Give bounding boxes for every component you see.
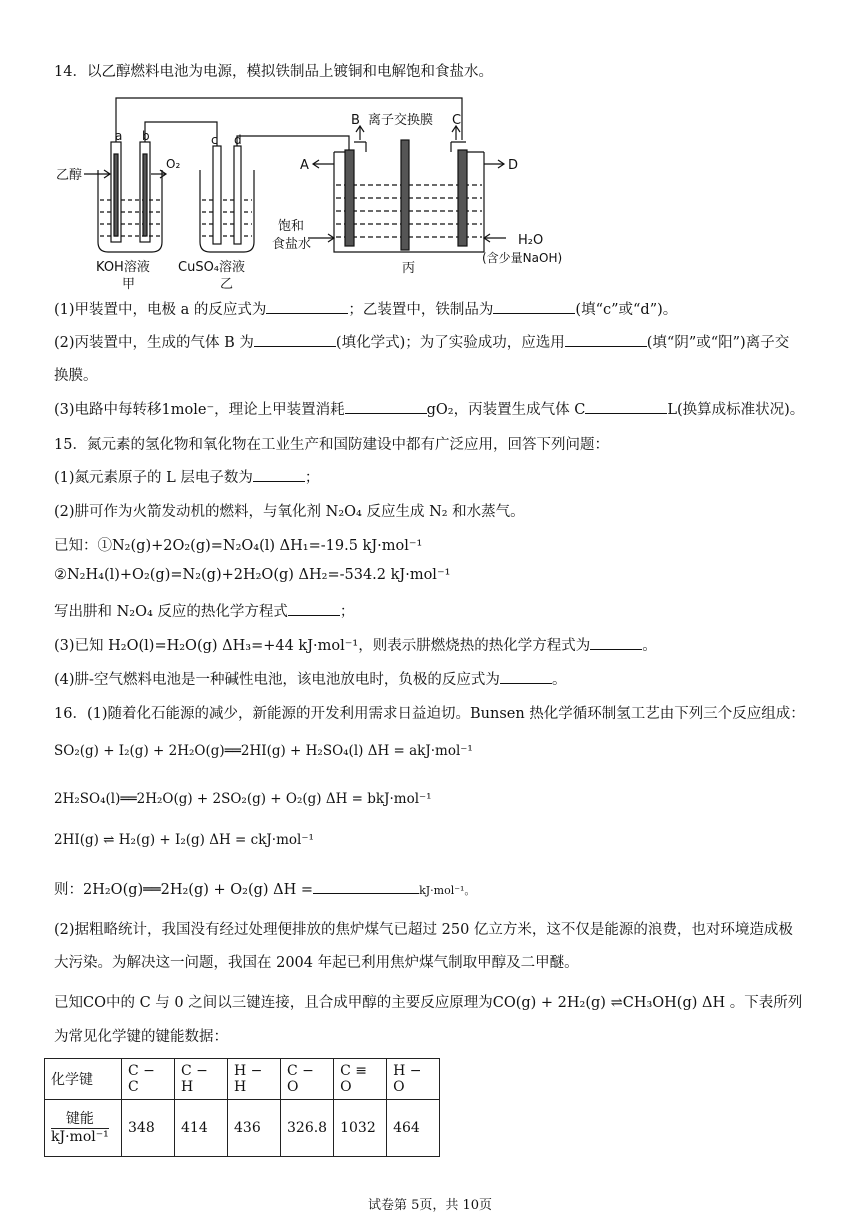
label-o2: O₂ xyxy=(166,157,181,171)
label-d: d xyxy=(234,133,242,147)
table-cell: 1032 xyxy=(334,1100,387,1157)
table-header-cell: C − O xyxy=(281,1059,334,1100)
label-naoh: (含少量NaOH) xyxy=(482,251,563,265)
answer-blank[interactable] xyxy=(500,669,552,685)
q14-part2-cont: 换膜。 xyxy=(54,368,98,384)
label-b: b xyxy=(142,129,150,143)
label-bing: 丙 xyxy=(402,261,416,276)
label-nacl-1: 饱和 xyxy=(278,219,305,234)
q15-part3: (3)已知 H₂O(l)=H₂O(g) ΔH₃=+44 kJ·mol⁻¹，则表示肼燃烧热的热化学方程式为 。 xyxy=(54,634,657,655)
answer-blank[interactable] xyxy=(585,399,667,415)
table-row-label: $\frac{\text{键能}}{\text{kJ·mol⁻¹}}$ xyxy=(45,1100,122,1157)
label-koh: KOH溶液 xyxy=(96,260,150,275)
q14-part2: (2)丙装置中，生成的气体 B 为 (填化学式)；为了实验成功，应选用 (填“阴”或“阳”)离子交 xyxy=(54,331,789,352)
answer-blank[interactable] xyxy=(590,635,642,651)
table-header-label: 化学键 xyxy=(45,1059,122,1100)
label-C: C xyxy=(452,113,462,128)
wire-d-bing xyxy=(237,136,349,150)
q15-part4: (4)肼-空气燃料电池是一种碱性电池，该电池放电时，负极的反应式为 。 xyxy=(54,668,566,689)
label-membrane: 离子交换膜 xyxy=(368,113,434,128)
label-B: B xyxy=(351,113,360,128)
label-yi: 乙 xyxy=(220,277,234,292)
page-footer: 试卷第 5页，共 10页 xyxy=(367,1198,493,1213)
q15-known-2: ②N₂H₄(l)+O₂(g)=N₂(g)+2H₂O(g) ΔH₂=-534.2 kJ·mol⁻¹ xyxy=(54,567,451,583)
electrolysis-diagram xyxy=(54,92,574,292)
table-cell: 326.8 xyxy=(281,1100,334,1157)
table-header-cell: C − C xyxy=(122,1059,175,1100)
q15-known-1: 已知：①N₂(g)+2O₂(g)=N₂O₄(l) ΔH₁=-19.5 kJ·mol⁻¹ xyxy=(54,538,423,554)
answer-blank[interactable] xyxy=(288,601,340,617)
label-h2o: H₂O xyxy=(518,233,544,248)
answer-blank[interactable] xyxy=(565,332,647,348)
q14-part3: (3)电路中每转移1mole⁻，理论上甲装置消耗 gO₂，丙装置生成气体 C L(换算成标准状况)。 xyxy=(54,398,804,419)
answer-blank[interactable] xyxy=(493,299,575,315)
table-header-cell: H − H xyxy=(228,1059,281,1100)
q16-equation-1: SO₂(g) + I₂(g) + 2H₂O(g)══2HI(g) + H₂SO₄(l) ΔH = akJ·mol⁻¹ xyxy=(54,743,473,759)
q16-then: 则：2H₂O(g)══2H₂(g) + O₂(g) ΔH = kJ·mol⁻¹。 xyxy=(54,878,475,899)
label-D: D xyxy=(508,158,519,173)
answer-blank[interactable] xyxy=(253,467,305,483)
q15-part1: (1)氮元素原子的 L 层电子数为 ； xyxy=(54,466,319,487)
answer-blank[interactable] xyxy=(266,299,348,315)
table-cell: 464 xyxy=(387,1100,440,1157)
table-header-cell: C − H xyxy=(175,1059,228,1100)
q14-stem: 14．以乙醇燃料电池为电源，模拟铁制品上镀铜和电解饱和食盐水。 xyxy=(54,64,493,80)
bond-energy-table xyxy=(44,1058,440,1157)
q16-stem: 16．(1)随着化石能源的减少，新能源的开发利用需求日益迫切。Bunsen 热化学循环制氢工艺由下列三个反应组成： xyxy=(54,706,805,722)
beaker-jia xyxy=(84,142,166,252)
table-header-cell: H − O xyxy=(387,1059,440,1100)
table-row xyxy=(45,1100,440,1157)
q15-write: 写出肼和 N₂O₄ 反应的热化学方程式 ； xyxy=(54,600,354,621)
label-c: c xyxy=(211,133,218,147)
wire-b-c xyxy=(145,122,217,146)
label-cuso4: CuSO₄溶液 xyxy=(178,260,246,275)
table-cell: 414 xyxy=(175,1100,228,1157)
label-nacl-2: 食盐水 xyxy=(272,237,312,252)
q16-equation-3: 2HI(g) ⇌ H₂(g) + I₂(g) ΔH = ckJ·mol⁻¹ xyxy=(54,832,314,848)
beaker-yi xyxy=(200,146,254,252)
answer-blank[interactable] xyxy=(313,879,419,895)
label-A: A xyxy=(300,158,309,173)
label-a: a xyxy=(115,129,123,143)
table-header-cell: C ≡ O xyxy=(334,1059,387,1100)
q16-part2-line3: 已知CO中的 C 与 0 之间以三键连接，且合成甲醇的主要反应原理为CO(g) + 2H₂(g) ⇌CH₃OH(g) ΔH 。下表所列 xyxy=(54,995,803,1011)
answer-blank[interactable] xyxy=(345,399,427,415)
table-header-row xyxy=(45,1059,440,1100)
answer-blank[interactable] xyxy=(254,332,336,348)
q16-part2-line4: 为常见化学键的键能数据： xyxy=(54,1029,228,1045)
q16-part2-line2: 大污染。为解决这一问题，我国在 2004 年起已利用焦炉煤气制取甲醇及二甲醚。 xyxy=(54,955,579,971)
q15-stem: 15．氮元素的氢化物和氧化物在工业生产和国防建设中都有广泛应用，回答下列问题： xyxy=(54,437,609,453)
q16-equation-2: 2H₂SO₄(l)══2H₂O(g) + 2SO₂(g) + O₂(g) ΔH = bkJ·mol⁻¹ xyxy=(54,791,432,807)
q14-part1: (1)甲装置中，电极 a 的反应式为 ；乙装置中，铁制品为 (填“c”或“d”)。 xyxy=(54,298,677,319)
label-jia: 甲 xyxy=(122,277,136,292)
table-cell: 436 xyxy=(228,1100,281,1157)
tank-bing xyxy=(308,126,506,252)
q15-part2: (2)肼可作为火箭发动机的燃料，与氧化剂 N₂O₄ 反应生成 N₂ 和水蒸气。 xyxy=(54,504,525,520)
label-ethanol: 乙醇 xyxy=(56,168,83,183)
table-cell: 348 xyxy=(122,1100,175,1157)
q16-part2-line1: (2)据粗略统计，我国没有经过处理便排放的焦炉煤气已超过 250 亿立方米，这不仅是能源的浪费，也对环境造成极 xyxy=(54,922,793,938)
